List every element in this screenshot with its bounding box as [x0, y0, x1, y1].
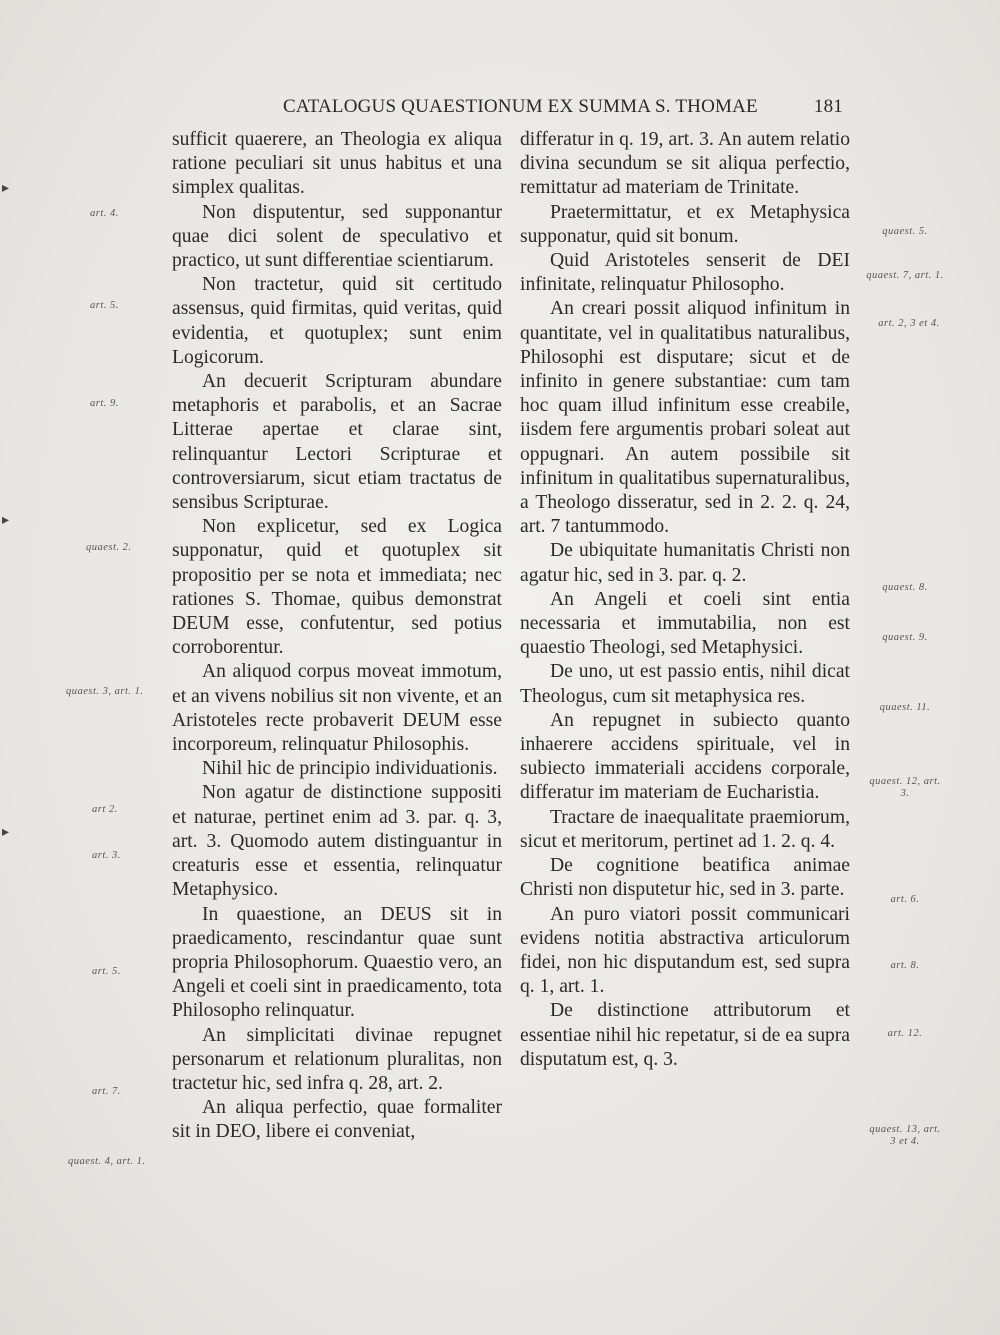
- running-header: [283, 96, 843, 122]
- paragraph: Nihil hic de principio individuationis.: [202, 758, 498, 780]
- margin-reference: art. 7.: [92, 1086, 121, 1097]
- binding-mark: ▸: [2, 825, 10, 840]
- margin-reference: quaest. 11.: [879, 702, 931, 713]
- page-number: 181: [813, 96, 843, 117]
- margin-reference: quaest. 4, art. 1.: [68, 1156, 146, 1167]
- binding-mark: ▸: [2, 513, 10, 528]
- paragraph: Non agatur de distinctione suppositi et naturae, pertinet enim ad 3. par. q. 3, art. 3. Quomodo autem distinguantur in creaturis esse et essentia, relinquatur Metaphysico.: [172, 782, 502, 901]
- paragraph: Quid Aristoteles senserit de DEI infinitate, relinquatur Philosopho.: [520, 250, 850, 296]
- margin-reference: art 2.: [92, 804, 118, 815]
- paragraph: An repugnet in subiecto quanto inhaerere accidens spirituale, vel in subiecto immateriali accidens corporale, differatur im materiam de Eucharistia.: [520, 709, 850, 804]
- right-text-column: [520, 128, 850, 1072]
- paragraph: De cognitione beatifica animae Christi non disputetur hic, sed in 3. parte.: [520, 855, 850, 901]
- paragraph: Non explicetur, sed ex Logica supponatur, quid et quotuplex sit propositio per se nota et immediata; nec rationes S. Thomae, quibus demonstrat DEUM esse, confutentur, sed potius corroborentur.: [172, 516, 502, 659]
- paragraph: Non tractetur, quid sit certitudo assensus, quid firmitas, quid veritas, quid evidentia, et quotuplex; sunt enim Logicorum.: [172, 274, 502, 368]
- margin-reference: quaest. 7, art. 1.: [866, 270, 944, 281]
- paragraph: De uno, ut est passio entis, nihil dicat Theologus, cum sit metaphysica res.: [520, 661, 850, 707]
- paragraph: Non disputentur, sed supponantur quae dici solent de speculativo et practico, ut sunt differentiae scientiarum.: [172, 201, 502, 272]
- paragraph: An Angeli et coeli sint entia necessaria et immutabilia, non est quaestio Theologi, sed Metaphysici.: [520, 588, 850, 659]
- margin-reference: art. 5.: [90, 300, 119, 311]
- margin-reference: art. 9.: [90, 398, 119, 409]
- binding-mark: ▸: [2, 181, 10, 196]
- margin-reference: quaest. 8.: [882, 582, 928, 593]
- header-title: CATALOGUS QUAESTIONUM EX SUMMA S. THOMAE: [283, 96, 758, 117]
- margin-reference: quaest. 13, art. 3 et 4.: [869, 1124, 941, 1147]
- paragraph: Praetermittatur, et ex Metaphysica supponatur, quid sit bonum.: [520, 201, 850, 247]
- paragraph: In quaestione, an DEUS sit in praedicamento, rescindantur quae sunt propria Philosophorum. Quaestio vero, an Angeli et coeli sint in praedicamento, tota Philosopho relinquatur.: [172, 903, 502, 1022]
- paragraph: Tractare de inaequalitate praemiorum, sicut et meritorum, pertinet ad 1. 2. q. 4.: [520, 806, 850, 852]
- margin-reference: art. 8.: [890, 960, 920, 971]
- margin-reference: quaest. 3, art. 1.: [66, 686, 144, 697]
- paragraph: An decuerit Scripturam abundare metaphoris et parabolis, et an Sacrae Litterae apertae et clarae sint, relinquantur Lectori Scripturae et controversiarum, sicut etiam tractatus de sensibus Scripturae.: [172, 371, 502, 514]
- paragraph: An aliquod corpus moveat immotum, et an vivens nobilius sit non vivente, et an Aristoteles recte probaverit DEUM esse incorporeum, relinquatur Philosophis.: [172, 661, 502, 756]
- paragraph: An aliqua perfectio, quae formaliter sit in DEO, libere ei conveniat,: [172, 1097, 502, 1143]
- paragraph: An creari possit aliquod infinitum in quantitate, vel in qualitatibus naturalibus, Philosophi est disputare; sicut et de infinito in genere substantiae: cum tam hoc quam illud infinitum esse creabile, iisdem fere argumentis probari soleat aut oppugnari. An autem possibile sit infinitum in qualitatibus supernaturalibus, a Theologo disseratur, sed in 2. 2. q. 24, art. 7 tantummodo.: [520, 298, 850, 538]
- margin-reference: art. 4.: [90, 208, 119, 219]
- margin-reference: quaest. 12, art. 3.: [869, 776, 941, 799]
- margin-reference: art. 5.: [92, 966, 121, 977]
- margin-reference: quaest. 5.: [882, 226, 928, 237]
- paragraph: De distinctione attributorum et essentiae nihil hic repetatur, si de ea supra disputatum est, q. 3.: [520, 1000, 851, 1070]
- margin-reference: art. 2, 3 et 4.: [878, 318, 940, 329]
- paragraph: An puro viatori possit communicari evidens notitia abstractiva articulorum fidei, non hic disputandum est, sed supra q. 1, art. 1.: [520, 903, 850, 998]
- paragraph: differatur in q. 19, art. 3. An autem relatio divina secundum se sit aliqua perfectio, remittatur ad materiam de Trinitate.: [520, 129, 850, 199]
- margin-reference: art. 3.: [92, 850, 121, 861]
- paragraph: sufficit quaerere, an Theologia ex aliqua ratione peculiari sit unus habitus et una simplex qualitas.: [172, 129, 502, 199]
- margin-reference: quaest. 9.: [882, 632, 928, 643]
- paragraph: An simplicitati divinae repugnet personarum et relationum pluralitas, non tractetur hic, sed infra q. 28, art. 2.: [172, 1024, 502, 1094]
- left-text-column: [172, 128, 502, 1145]
- margin-reference: art. 6.: [890, 894, 920, 905]
- paragraph: De ubiquitate humanitatis Christi non agatur hic, sed in 3. par. q. 2.: [520, 540, 850, 586]
- margin-reference: quaest. 2.: [86, 542, 132, 553]
- margin-reference: art. 12.: [887, 1028, 923, 1039]
